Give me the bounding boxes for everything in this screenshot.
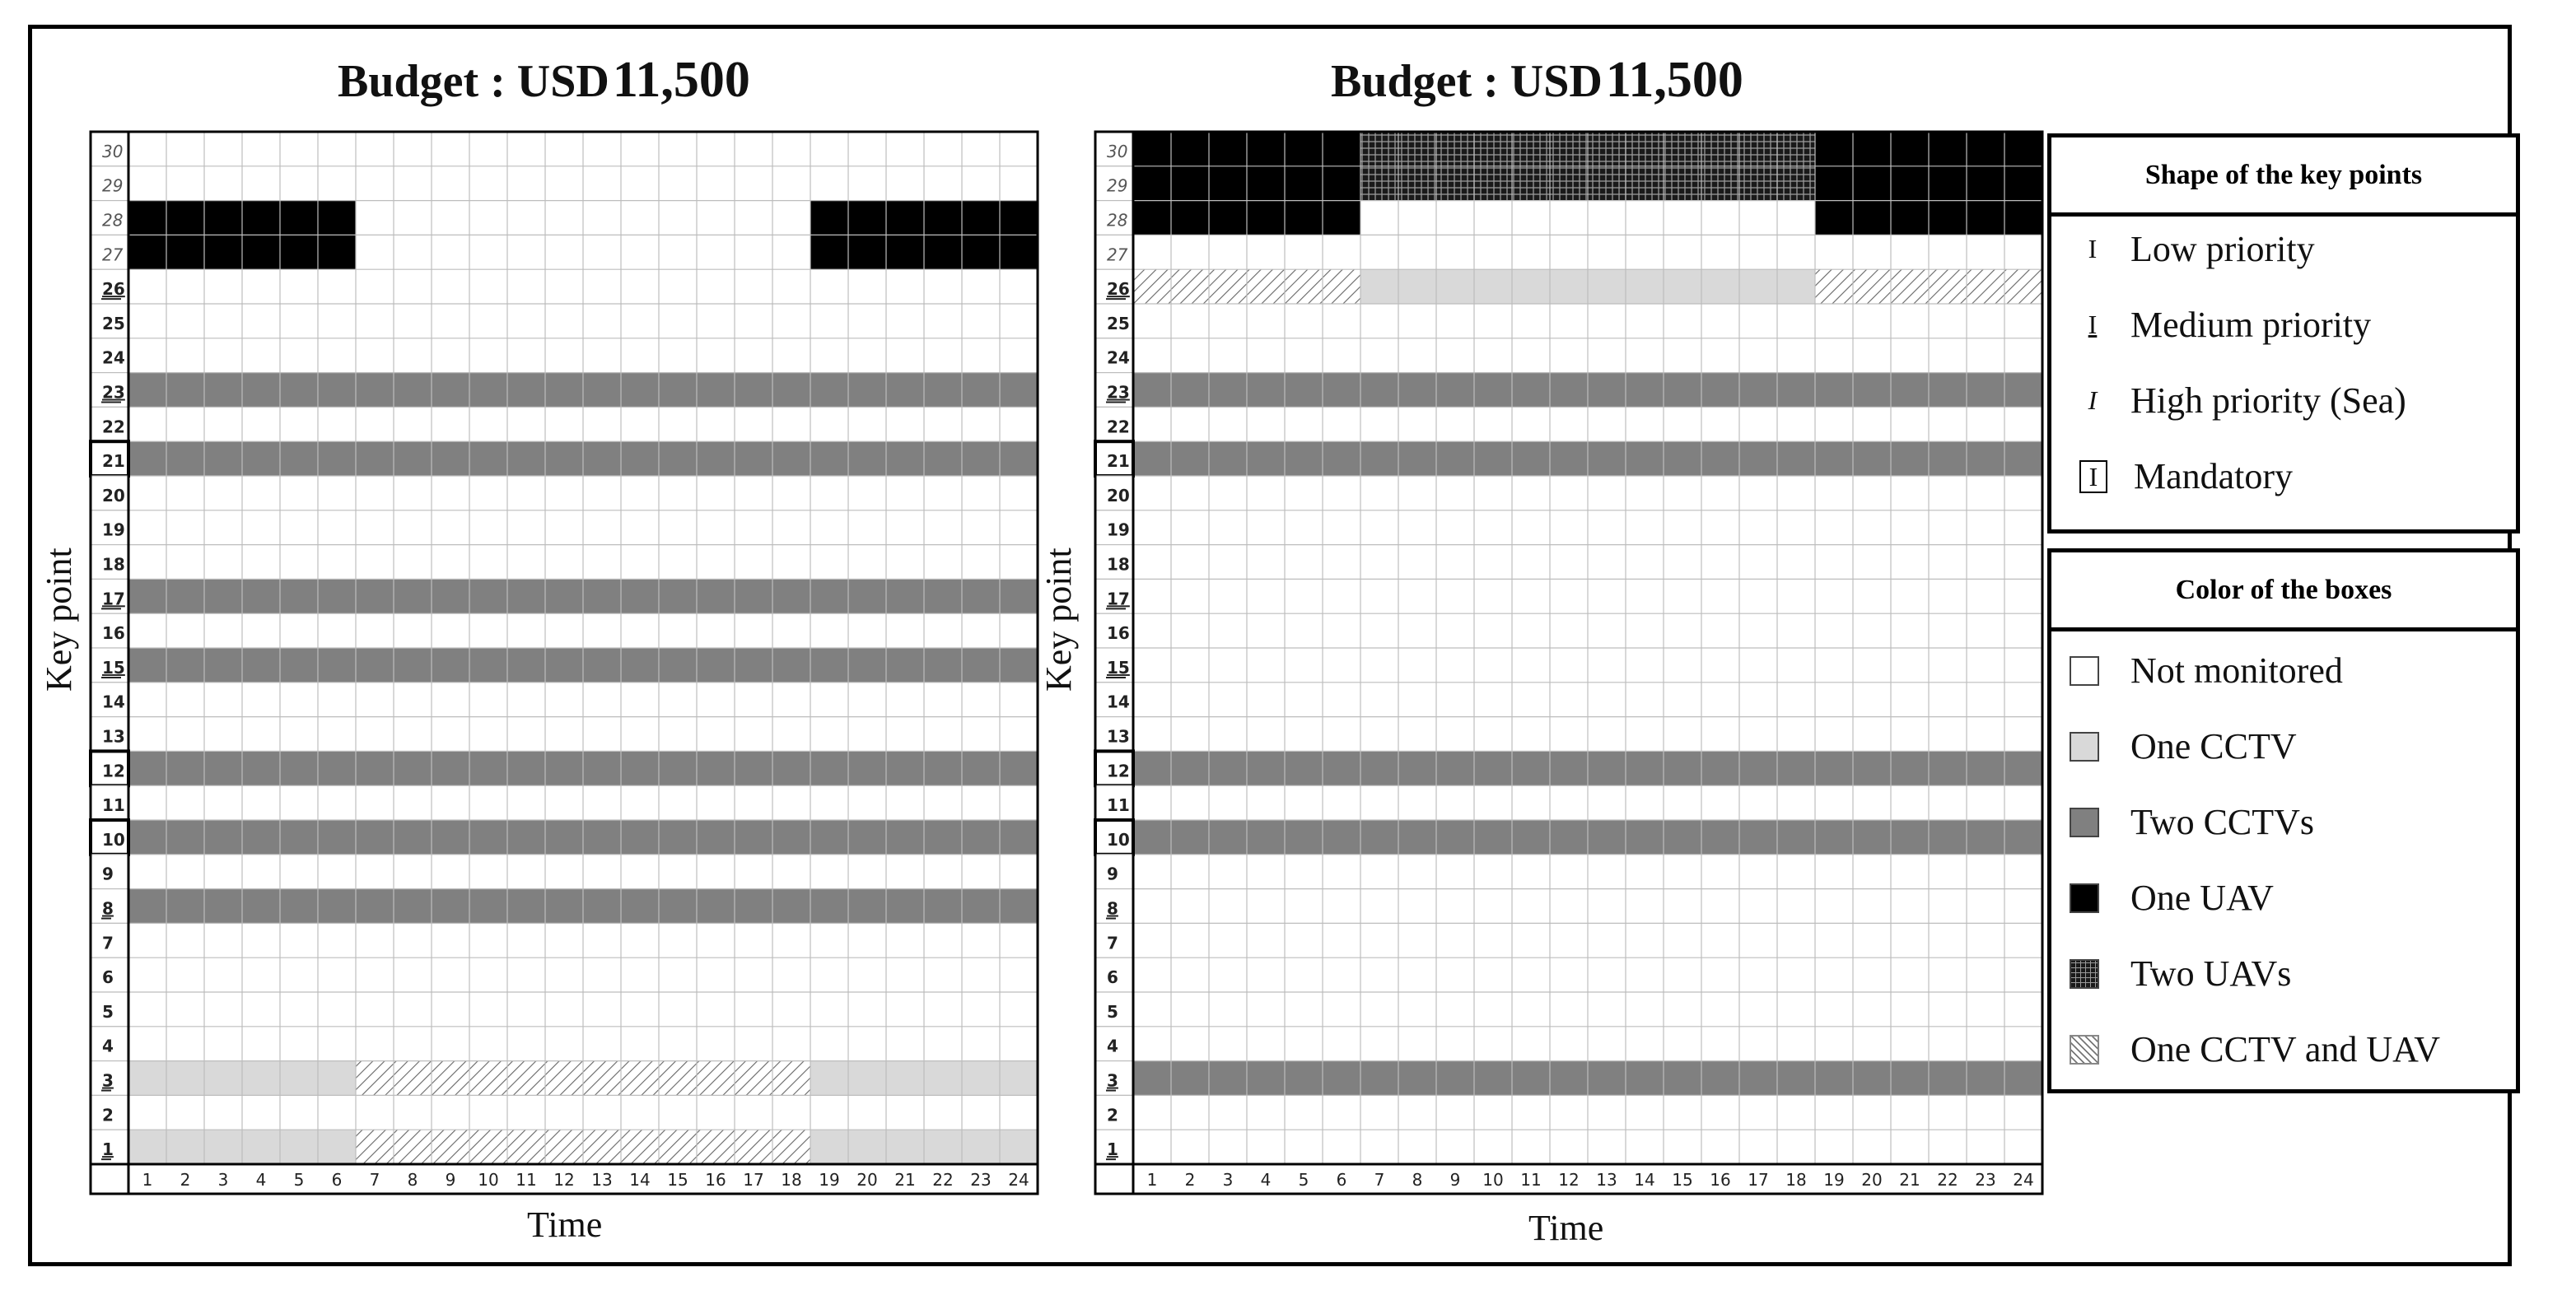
time-tick-label: 9 — [445, 1170, 456, 1190]
key-point-label: 6 — [102, 967, 114, 988]
key-point-label: 17 — [102, 589, 125, 609]
chart-2-title — [1331, 51, 1743, 109]
key-point-label: 11 — [102, 795, 125, 816]
key-point-label: 19 — [1107, 520, 1130, 540]
time-tick-label: 11 — [1520, 1170, 1542, 1190]
key-point-label: 27 — [1107, 245, 1128, 265]
shape-legend-item-low — [2066, 228, 2315, 270]
time-tick-label: 10 — [478, 1170, 499, 1190]
time-tick-label: 3 — [1222, 1170, 1234, 1190]
key-point-label: 13 — [102, 726, 125, 747]
time-tick-label: 21 — [894, 1170, 916, 1190]
key-point-label: 25 — [102, 313, 125, 333]
time-tick-label: 23 — [970, 1170, 992, 1190]
time-tick-label: 15 — [1672, 1170, 1693, 1190]
shape-legend-item-high — [2066, 380, 2406, 422]
key-point-label: 15 — [1107, 657, 1130, 678]
key-point-label: 24 — [1107, 347, 1130, 368]
time-tick-label: 14 — [629, 1170, 651, 1190]
key-point-label: 7 — [1107, 933, 1118, 953]
time-tick-label: 8 — [407, 1170, 418, 1190]
time-tick-label: 22 — [1937, 1170, 1958, 1190]
color-legend-item — [2051, 953, 2291, 995]
key-point-label: 6 — [1107, 967, 1118, 988]
chart-1-title — [338, 51, 750, 109]
key-point-label: 3 — [1107, 1070, 1118, 1091]
key-point-label: 28 — [102, 210, 124, 231]
key-point-label: 26 — [1107, 279, 1130, 300]
time-tick-label: 1 — [1146, 1170, 1158, 1190]
color-legend-label: One CCTV — [2130, 726, 2297, 766]
time-tick-label: 15 — [667, 1170, 688, 1190]
time-tick-label: 10 — [1482, 1170, 1504, 1190]
key-point-label: 12 — [102, 761, 125, 781]
color-legend-label: One UAV — [2130, 878, 2274, 918]
key-point-label: 19 — [102, 520, 125, 540]
key-point-label: 23 — [102, 382, 125, 403]
time-tick-label: 2 — [1184, 1170, 1196, 1190]
time-tick-label: 19 — [1823, 1170, 1845, 1190]
time-tick-label: 7 — [369, 1170, 380, 1190]
key-point-label: 10 — [1107, 829, 1130, 850]
high-priority-icon: I — [2088, 385, 2098, 415]
time-tick-label: 24 — [1008, 1170, 1029, 1190]
key-point-label: 29 — [1107, 175, 1128, 196]
shape-legend-item-medium — [2066, 304, 2371, 346]
time-tick-label: 11 — [516, 1170, 537, 1190]
time-tick-label: 20 — [1861, 1170, 1883, 1190]
time-tick-label: 5 — [1298, 1170, 1309, 1190]
color-legend-item — [2051, 801, 2314, 843]
color-swatch-icon — [2070, 959, 2099, 989]
key-point-label: 8 — [1107, 898, 1118, 919]
key-point-label: 7 — [102, 933, 114, 953]
key-point-label: 14 — [102, 692, 125, 712]
chart-2-title-prefix: Budget : USD — [1331, 56, 1603, 107]
key-point-label: 14 — [1107, 692, 1130, 712]
key-point-label: 1 — [1107, 1139, 1118, 1160]
time-tick-label: 21 — [1899, 1170, 1920, 1190]
color-legend-item — [2051, 650, 2343, 692]
key-point-label: 28 — [1107, 210, 1128, 231]
time-tick-label: 6 — [331, 1170, 343, 1190]
color-legend-label: Not monitored — [2130, 650, 2343, 691]
key-point-label: 26 — [102, 279, 125, 300]
time-tick-label: 18 — [781, 1170, 802, 1190]
corner-cell — [91, 1164, 128, 1194]
time-tick-label: 17 — [1748, 1170, 1769, 1190]
color-legend-label: Two UAVs — [2130, 953, 2292, 994]
color-legend — [2047, 548, 2520, 1093]
chart-1-title-prefix: Budget : USD — [338, 56, 609, 107]
key-point-label: 9 — [102, 864, 114, 884]
key-point-label: 1 — [102, 1139, 114, 1160]
time-tick-label: 3 — [217, 1170, 229, 1190]
time-tick-label: 12 — [1558, 1170, 1580, 1190]
corner-cell — [1095, 1164, 1133, 1194]
color-legend-item — [2051, 1028, 2440, 1070]
chart-2-grid — [1095, 132, 2042, 1194]
shape-legend-label: Low priority — [2130, 229, 2315, 269]
key-point-label: 5 — [1107, 1001, 1118, 1022]
chart-2-title-amount: 11,500 — [1605, 52, 1743, 108]
time-tick-label: 9 — [1449, 1170, 1461, 1190]
key-point-label: 17 — [1107, 589, 1130, 609]
key-point-label: 21 — [102, 451, 125, 472]
chart-1-title-amount: 11,500 — [612, 52, 750, 108]
color-swatch-icon — [2070, 883, 2099, 913]
key-point-label: 3 — [102, 1070, 114, 1091]
time-tick-label: 5 — [293, 1170, 305, 1190]
color-swatch-icon — [2070, 1035, 2099, 1065]
key-point-label: 27 — [102, 245, 124, 265]
time-tick-label: 19 — [819, 1170, 840, 1190]
key-point-label: 13 — [1107, 726, 1130, 747]
key-point-label: 10 — [102, 829, 125, 850]
time-tick-label: 6 — [1336, 1170, 1347, 1190]
color-legend-label: Two CCTVs — [2130, 802, 2315, 842]
key-point-label: 18 — [1107, 554, 1130, 575]
time-tick-label: 13 — [591, 1170, 613, 1190]
key-point-label: 25 — [1107, 313, 1130, 333]
key-point-label: 16 — [102, 623, 125, 644]
color-legend-title: Color of the boxes — [2051, 552, 2516, 631]
key-point-label: 4 — [1107, 1036, 1118, 1056]
color-swatch-icon — [2070, 656, 2099, 686]
time-tick-label: 4 — [1260, 1170, 1272, 1190]
key-point-label: 16 — [1107, 623, 1130, 644]
time-tick-label: 18 — [1785, 1170, 1807, 1190]
key-point-label: 22 — [102, 417, 125, 437]
color-swatch-icon — [2070, 732, 2099, 762]
time-tick-label: 23 — [1975, 1170, 1996, 1190]
key-point-label: 4 — [102, 1036, 114, 1056]
shape-legend-label: High priority (Sea) — [2130, 380, 2406, 421]
shape-legend-title: Shape of the key points — [2051, 137, 2516, 217]
key-point-label: 18 — [102, 554, 125, 575]
chart-1-y-axis-label: Key point — [39, 547, 79, 692]
key-point-label: 12 — [1107, 761, 1130, 781]
time-tick-label: 12 — [553, 1170, 575, 1190]
chart-1-grid — [91, 132, 1038, 1194]
time-tick-label: 4 — [255, 1170, 267, 1190]
color-legend-item — [2051, 877, 2274, 919]
chart-2-y-axis-label: Key point — [1038, 547, 1079, 692]
key-point-label: 24 — [102, 347, 125, 368]
time-tick-label: 1 — [142, 1170, 153, 1190]
mandatory-priority-icon: I — [2079, 460, 2107, 493]
key-point-label: 29 — [102, 175, 124, 196]
time-tick-label: 20 — [856, 1170, 878, 1190]
time-tick-label: 8 — [1412, 1170, 1423, 1190]
key-point-label: 30 — [102, 141, 124, 161]
time-tick-label: 16 — [705, 1170, 726, 1190]
time-tick-label: 7 — [1374, 1170, 1385, 1190]
shape-legend-item-mandatory — [2066, 455, 2293, 497]
medium-priority-icon: I — [2088, 310, 2098, 339]
color-swatch-icon — [2070, 808, 2099, 837]
chart-2-x-axis-label: Time — [1528, 1208, 1604, 1248]
key-point-label: 22 — [1107, 417, 1130, 437]
time-tick-label: 16 — [1710, 1170, 1731, 1190]
time-tick-label: 17 — [743, 1170, 764, 1190]
shape-legend-label: Mandatory — [2134, 456, 2294, 496]
time-tick-label: 13 — [1596, 1170, 1617, 1190]
chart-1-x-axis-label: Time — [527, 1204, 603, 1245]
key-point-label: 9 — [1107, 864, 1118, 884]
shape-legend — [2047, 133, 2520, 534]
shape-legend-label: Medium priority — [2130, 305, 2372, 345]
time-tick-label: 22 — [932, 1170, 954, 1190]
time-tick-label: 14 — [1634, 1170, 1655, 1190]
low-priority-icon: I — [2088, 234, 2098, 263]
color-legend-item — [2051, 725, 2297, 767]
key-point-label: 8 — [102, 898, 114, 919]
key-point-label: 23 — [1107, 382, 1130, 403]
key-point-label: 20 — [1107, 485, 1130, 506]
key-point-label: 2 — [102, 1105, 114, 1125]
key-point-label: 21 — [1107, 451, 1130, 472]
key-point-label: 15 — [102, 657, 125, 678]
key-point-label: 30 — [1107, 141, 1128, 161]
key-point-label: 20 — [102, 485, 125, 506]
key-point-label: 11 — [1107, 795, 1130, 816]
color-legend-label: One CCTV and UAV — [2130, 1029, 2441, 1069]
key-point-label: 2 — [1107, 1105, 1118, 1125]
key-point-label: 5 — [102, 1001, 114, 1022]
time-tick-label: 2 — [180, 1170, 191, 1190]
time-tick-label: 24 — [2013, 1170, 2034, 1190]
